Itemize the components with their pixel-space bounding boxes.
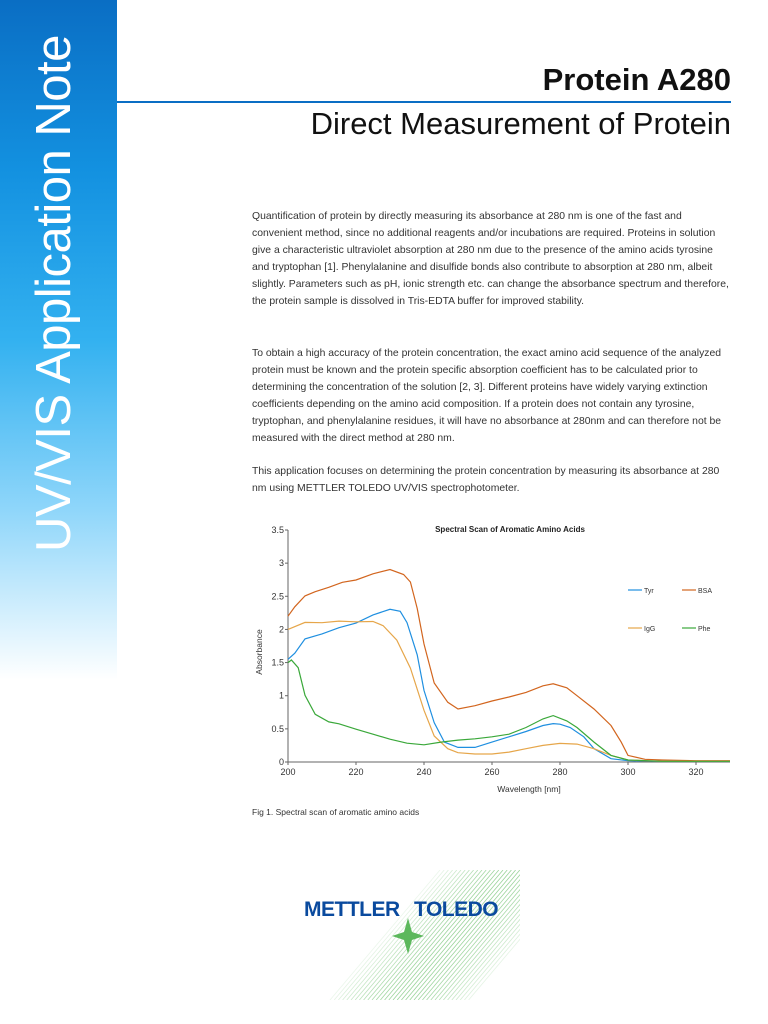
x-tick-label: 320 xyxy=(688,767,704,777)
legend-label-phe: Phe xyxy=(698,626,711,633)
logo-hatch-graphic xyxy=(290,870,520,1000)
logo-hatch-line xyxy=(448,870,520,1000)
logo-hatch-line xyxy=(410,870,520,1000)
legend-label-tyr: Tyr xyxy=(644,588,654,595)
y-tick-label: 0.5 xyxy=(271,723,284,734)
legend-label-igg: IgG xyxy=(644,626,656,633)
legend-label-bsa: BSA xyxy=(698,588,713,595)
x-tick-label: 260 xyxy=(484,767,500,777)
logo-hatch-line xyxy=(334,870,444,1000)
page-title: Protein A280 xyxy=(542,62,731,97)
logo-hatch-line xyxy=(330,870,440,1000)
y-axis-title: Absorbance xyxy=(254,629,264,675)
chart-title: Spectral Scan of Aromatic Amino Acids xyxy=(435,525,585,534)
y-tick-label: 1 xyxy=(278,690,284,701)
x-tick-label: 240 xyxy=(416,767,432,777)
series-line-phe xyxy=(288,660,730,761)
y-tick-label: 3 xyxy=(278,558,284,569)
y-tick-label: 2 xyxy=(278,624,284,635)
sidebar-title: UV/VIS Application Note xyxy=(27,35,81,552)
x-tick-label: 220 xyxy=(348,767,364,777)
page-subtitle: Direct Measurement of Protein xyxy=(310,106,731,141)
logo-word-left: METTLER xyxy=(304,898,400,921)
logo-word-right: TOLEDO xyxy=(414,898,499,921)
logo-hatch-line xyxy=(406,870,516,1000)
series-line-igg xyxy=(288,621,730,761)
series-line-tyr xyxy=(288,609,730,761)
chart-svg xyxy=(250,518,740,798)
series-line-bsa xyxy=(288,570,730,761)
logo-hatch-line xyxy=(368,870,478,1000)
y-tick-label: 0 xyxy=(278,757,284,767)
logo-hatch-line xyxy=(414,870,520,1000)
y-tick-label: 2.5 xyxy=(271,591,284,602)
logo-hatch-line xyxy=(338,870,448,1000)
x-tick-label: 200 xyxy=(280,767,296,777)
accuracy-paragraph: To obtain a high accuracy of the protein concentration, the exact amino acid sequence of the analyzed protein must be known and the protein specific absorption coefficient has to be calculated prior to determining the concentration of the solution [2, 3]. Different proteins have widely varying extinction coefficients depending on the amino acid composition. If a protein does not contain any tyrosine, tryptophan, and phenylalanine residues, it will have no absorbance at 280nm and can therefore not be measured with the direct method at 280 nm. xyxy=(252,348,722,444)
sidebar-band xyxy=(0,0,117,680)
figure-caption: Fig 1. Spectral scan of aromatic amino acids xyxy=(252,807,420,817)
spectral-chart xyxy=(250,518,740,803)
logo-hatch-line xyxy=(372,870,482,1000)
mettler-toledo-logo xyxy=(290,870,520,1000)
y-tick-label: 1.5 xyxy=(271,657,284,668)
y-tick-label: 3.5 xyxy=(271,525,284,535)
logo-hatch-line xyxy=(422,870,520,1000)
application-paragraph: This application focuses on determining the protein concentration by measuring its absorbance at 280 nm using METTLER TOLEDO UV/VIS spectrophotometer. xyxy=(252,466,720,494)
intro-paragraph: Quantification of protein by directly measuring its absorbance at 280 nm is one of the fast and convenient method, since no additional reagents and/or incubations are required. Proteins in solution give a characteristic ultraviolet absorption at 280 nm due to the presence of the amino acids tyrosine and tryptophan [1]. Phenylalanine and disulfide bonds also contribute to absorption at 280 nm, albeit slightly. Parameters such as pH, ionic strength etc. can change the absorbance spectrum and therefore, the protein sample is dissolved in Tris-EDTA buffer for improved stability. xyxy=(252,211,729,307)
x-axis-title: Wavelength [nm] xyxy=(497,784,561,794)
header-divider xyxy=(117,101,731,103)
x-tick-label: 280 xyxy=(552,767,568,777)
x-tick-label: 300 xyxy=(620,767,636,777)
logo-hatch-line xyxy=(376,870,486,1000)
